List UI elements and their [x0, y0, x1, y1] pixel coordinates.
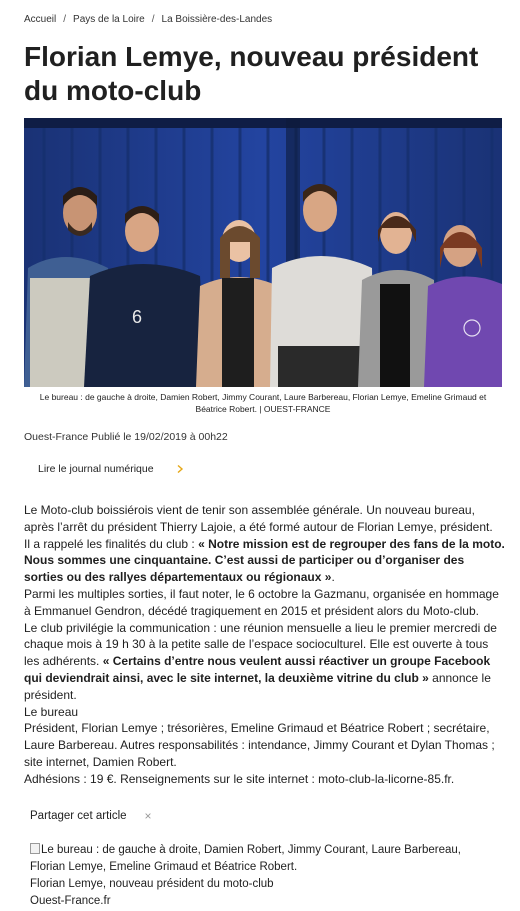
- paragraph: Parmi les multiples sorties, il faut noter, le 6 octobre la Gazmanu, organisée en hommage à Emmanuel Gendron, décédé tragiquement en 2015 et président alors du Moto-club.: [24, 586, 499, 618]
- section-heading: Le bureau: [24, 704, 79, 719]
- chevron-right-icon: [176, 465, 184, 473]
- share-label: Partager cet article: [30, 810, 127, 822]
- breadcrumb-separator: /: [151, 14, 155, 25]
- article-title: Florian Lemye, nouveau président du moto-club: [24, 41, 479, 106]
- quote: « Notre mission est de regrouper des fans de la moto. Nous sommes une cinquantaine. C’est aussi de participer ou d’organiser des sorties ou des rallyes départementaux ou régionaux »: [24, 536, 505, 585]
- paragraph-text: annonce le président.: [24, 670, 491, 702]
- embed-image-alt: [30, 842, 490, 876]
- read-link-label: Lire le journal numérique: [38, 463, 154, 475]
- article-body: [24, 502, 506, 788]
- group-photo-illustration: [24, 118, 502, 387]
- share-article[interactable]: [30, 809, 152, 823]
- paragraph-text: Il a rappelé les finalités du club :: [24, 536, 199, 551]
- breadcrumb-item-town[interactable]: La Boissière-des-Landes: [161, 14, 273, 25]
- breadcrumb-separator: /: [63, 14, 67, 25]
- article-photo[interactable]: [24, 118, 502, 387]
- paragraph-text: .: [331, 570, 335, 585]
- breadcrumb: [24, 14, 272, 25]
- paragraph: [24, 620, 506, 704]
- read-digital-newspaper-link[interactable]: [38, 463, 184, 475]
- embedded-article-card[interactable]: [30, 842, 490, 910]
- svg-text:6: 6: [132, 307, 143, 327]
- embed-image-alt-text: Le bureau : de gauche à droite, Damien Robert, Jimmy Courant, Laure Barbereau, Florian Lemye, Emeline Grimaud et Béatrice Robert.: [30, 844, 461, 873]
- paragraph: Président, Florian Lemye ; trésorières, Emeline Grimaud et Béatrice Robert ; secrétaire, Laure Barbereau. Autres responsabilités : intendance, Jimmy Courant et Dylan Thomas ; site internet, Damien Robert.: [24, 721, 495, 769]
- paragraph: Le Moto-club boissiérois vient de tenir son assemblée générale. Un nouveau bureau, après l’arrêt du président Thierry Lajoie, a été formé autour de Florian Lemye, président.: [24, 503, 493, 534]
- paragraph-text: Le club privilégie la communication : une réunion mensuelle a lieu le premier mercredi de chaque mois à 19 h 30 à la petite salle de l’espace socioculturel. Elle est ouverte à tous les adhérents.: [24, 620, 497, 669]
- embed-title[interactable]: Florian Lemye, nouveau président du moto-club: [30, 878, 274, 890]
- quote: « Certains d’entre nous veulent aussi réactiver un groupe Facebook qui deviendrait ainsi, avec le site internet, la deuxième vitrine du club »: [24, 654, 491, 685]
- breadcrumb-item-home[interactable]: Accueil: [24, 14, 57, 25]
- photo-caption: Le bureau : de gauche à droite, Damien Robert, Jimmy Courant, Laure Barbereau, Florian Lemye, Emeline Grimaud et Béatrice Robert. | OUEST-FRANCE: [39, 392, 487, 414]
- paragraph: [24, 536, 506, 586]
- article-meta: Ouest-France Publié le 19/02/2019 à 00h22: [24, 431, 228, 443]
- close-icon[interactable]: ×: [144, 809, 152, 823]
- broken-image-icon: [30, 843, 40, 854]
- breadcrumb-item-region[interactable]: Pays de la Loire: [73, 14, 145, 25]
- embed-source: Ouest-France.fr: [30, 895, 111, 907]
- paragraph: Adhésions : 19 €. Renseignements sur le site internet : moto-club-la-licorne-85.fr.: [24, 771, 455, 786]
